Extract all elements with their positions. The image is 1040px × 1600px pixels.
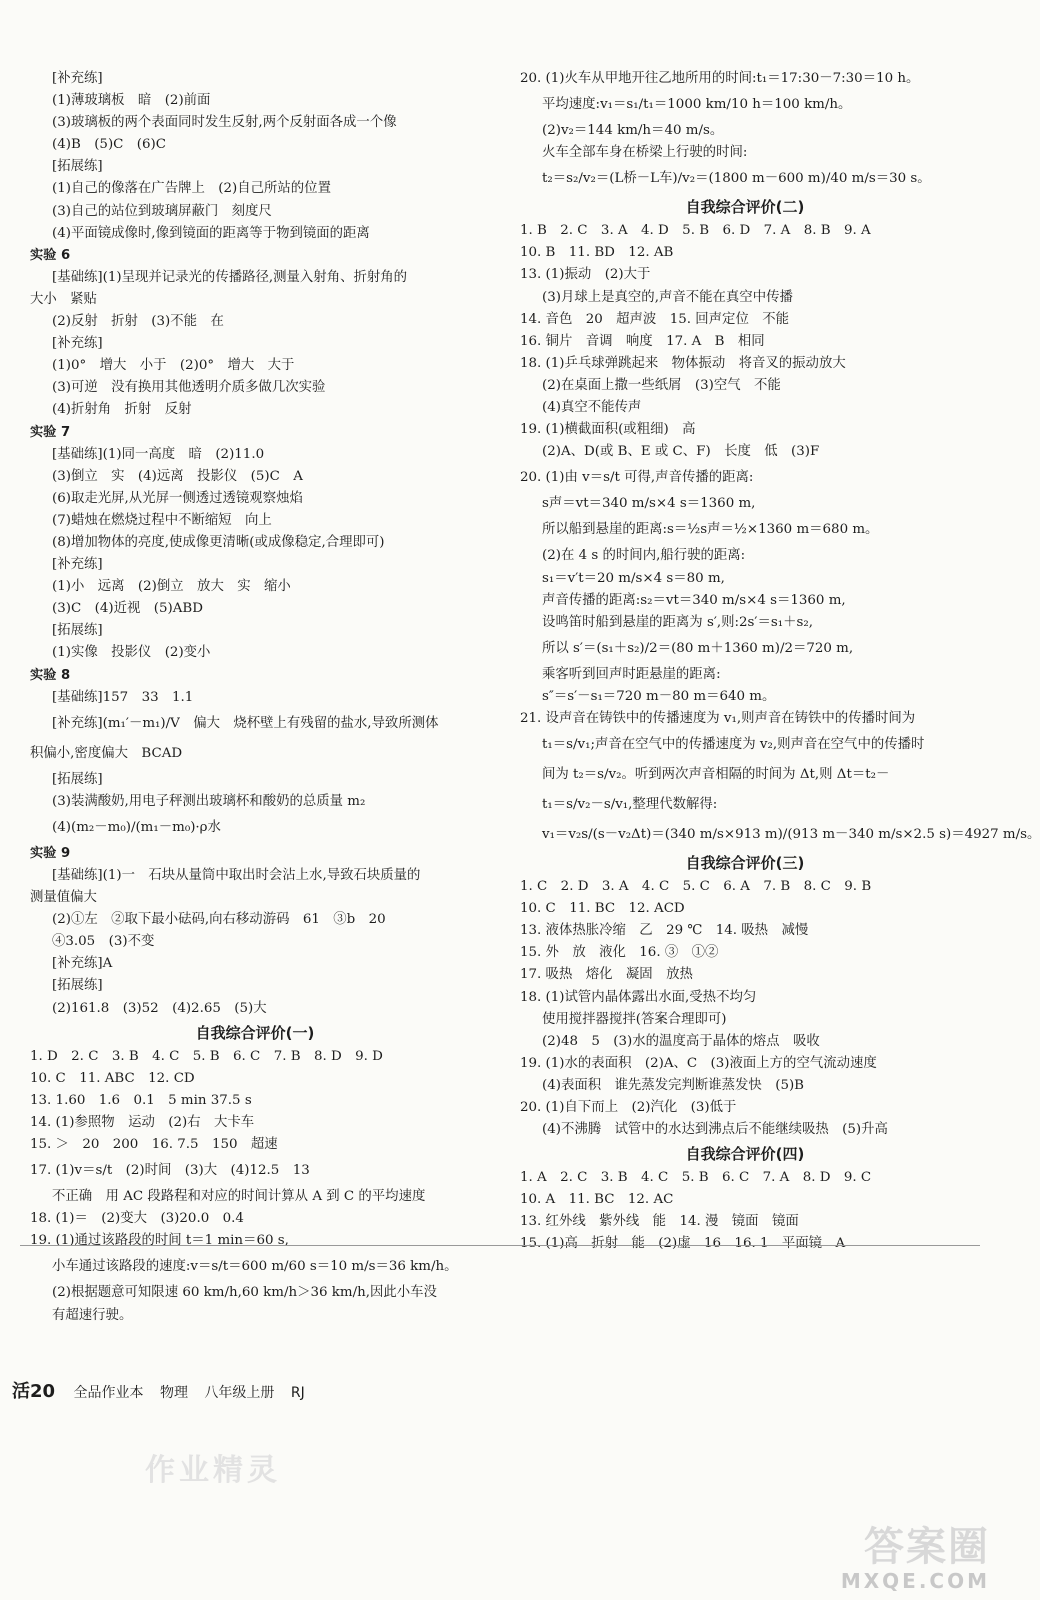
answer-line: [基础练](1)同一高度 暗 (2)11.0 xyxy=(52,446,265,462)
answer-line: 15. 外 放 液化 16. ③ ①② xyxy=(520,945,719,961)
answer-line: (3)C (4)近视 (5)ABD xyxy=(52,601,203,617)
section-divider xyxy=(20,1245,980,1246)
answer-line: (4)折射角 折射 反射 xyxy=(52,402,192,418)
answer-line: t₁＝s/v₁;声音在空气中的传播速度为 v₂,则声音在空气中的传播时 xyxy=(542,737,925,753)
grade-label: 八年级上册 xyxy=(204,1385,275,1401)
answer-line: (2)48 5 (3)水的温度高于晶体的熔点 吸收 xyxy=(542,1033,820,1049)
answer-line: 19. (1)横截面积(或粗细) 高 xyxy=(520,422,696,438)
page-number: 活20 xyxy=(12,1381,56,1402)
answer-line: [拓展练] xyxy=(52,159,103,175)
section-heading: 自我综合评价(一) xyxy=(195,1023,315,1042)
answer-line: (2)反射 折射 (3)不能 在 xyxy=(52,314,224,330)
answer-line: [补充练](m₁′－m₁)/V 偏大 烧杯壁上有残留的盐水,导致所测体 xyxy=(52,715,439,731)
answer-line: (2)在 4 s 的时间内,船行驶的距离: xyxy=(542,548,746,564)
answer-line: 20. (1)自下而上 (2)汽化 (3)低于 xyxy=(520,1100,737,1115)
answer-line: 19. (1)通过该路段的时间 t＝1 min＝60 s, xyxy=(30,1233,289,1249)
answer-line: 13. 1.60 1.6 0.1 5 min 37.5 s xyxy=(30,1092,252,1108)
answer-line: s″＝s′－s₁＝720 m－80 m＝640 m。 xyxy=(542,688,776,704)
section-heading: 自我综合评价(三) xyxy=(685,854,805,873)
answer-line: 15. ＞ 20 200 16. 7.5 150 超速 xyxy=(30,1137,278,1153)
answer-line: (1)0° 增大 小于 (2)0° 增大 大于 xyxy=(52,358,295,374)
answer-line: t₂＝s₂/v₂＝(L桥－L车)/v₂＝(1800 m－600 m)/40 m/s＝30 s。 xyxy=(542,171,931,187)
answer-line: 测量值偏大 xyxy=(30,890,97,906)
answer-line: 大小 紧贴 xyxy=(30,291,97,307)
answer-line: [拓展练] xyxy=(52,978,103,994)
answer-line: [基础练](1)一 石块从量筒中取出时会沾上水,导致石块质量的 xyxy=(52,868,421,883)
answer-line: 14. (1)参照物 运动 (2)右 大卡车 xyxy=(30,1114,255,1130)
answer-line: 13. 红外线 紫外线 能 14. 漫 镜面 镜面 xyxy=(520,1214,799,1230)
answer-line: 13. (1)振动 (2)大于 xyxy=(520,267,651,283)
answer-line: v₁＝v₂s/(s－v₂Δt)＝(340 m/s×913 m)/(913 m－340 m/s×2.5 s)＝4927 m/s。 xyxy=(542,827,1040,843)
answer-line: 有超速行驶。 xyxy=(52,1307,133,1323)
answer-line: (4)平面镜成像时,像到镜面的距离等于物到镜面的距离 xyxy=(52,225,370,241)
experiment-heading: 实验 8 xyxy=(30,667,71,683)
answer-line: (1)薄玻璃板 暗 (2)前面 xyxy=(52,93,211,109)
answer-line: 1. D 2. C 3. B 4. C 5. B 6. C 7. B 8. D 9. D xyxy=(30,1048,383,1064)
answer-line: 小车通过该路段的速度:v＝s/t＝600 m/60 s＝10 m/s＝36 km/h。 xyxy=(52,1259,458,1275)
answer-line: 1. A 2. C 3. B 4. C 5. B 6. C 7. A 8. D 9. C xyxy=(520,1170,872,1186)
answer-line: [拓展练] xyxy=(52,771,103,787)
answer-line: (2)①左 ②取下最小砝码,向右移动游码 61 ③b 20 xyxy=(52,912,386,928)
answer-line: 1. B 2. C 3. A 4. D 5. B 6. D 7. A 8. B 9. A xyxy=(520,223,871,239)
answer-line: (2)161.8 (3)52 (4)2.65 (5)大 xyxy=(52,1000,267,1016)
experiment-heading: 实验 7 xyxy=(30,424,71,440)
right-column xyxy=(520,68,1040,1256)
watermark-corner-sub: MXQE.COM xyxy=(840,1569,990,1593)
section-heading: 自我综合评价(四) xyxy=(685,1145,805,1164)
answer-line: 17. 吸热 熔化 凝固 放热 xyxy=(520,967,693,983)
answer-line: ④3.05 (3)不变 xyxy=(52,934,155,950)
answer-line: 所以船到悬崖的距离:s＝½s声＝½×1360 m＝680 m。 xyxy=(542,522,879,538)
answer-line: 10. A 11. BC 12. AC xyxy=(520,1192,674,1208)
answer-line: (1)实像 投影仪 (2)变小 xyxy=(52,645,211,661)
answer-line: 设鸣笛时船到悬崖的距离为 s′,则:2s′＝s₁＋s₂, xyxy=(542,614,813,630)
answer-line: 19. (1)水的表面积 (2)A、C (3)液面上方的空气流动速度 xyxy=(520,1055,877,1071)
answer-line: (2)v₂＝144 km/h＝40 m/s。 xyxy=(542,123,724,139)
answer-line: (7)蜡烛在燃烧过程中不断缩短 向上 xyxy=(52,512,272,528)
answer-line: (3)自己的站位到玻璃屏蔽门 刻度尺 xyxy=(52,203,272,219)
section-heading: 自我综合评价(二) xyxy=(685,198,805,217)
book-title: 全品作业本 xyxy=(73,1385,144,1401)
answer-line: 火车全部车身在桥梁上行驶的时间: xyxy=(542,145,748,161)
answer-line: 18. (1)＝ (2)变大 (3)20.0 0.4 xyxy=(30,1211,244,1227)
answer-line: [基础练]157 33 1.1 xyxy=(52,689,194,705)
answer-line: (3)月球上是真空的,声音不能在真空中传播 xyxy=(542,289,793,305)
answer-line: 20. (1)由 v＝s/t 可得,声音传播的距离: xyxy=(520,470,754,486)
answer-line: (2)在桌面上撒一些纸屑 (3)空气 不能 xyxy=(542,377,781,393)
subject-label: 物理 xyxy=(159,1385,188,1401)
answer-line: (3)装满酸奶,用电子秤测出玻璃杯和酸奶的总质量 m₂ xyxy=(52,793,366,809)
answer-line: t₁＝s/v₂－s/v₁,整理代数解得: xyxy=(542,797,718,813)
answer-line: 乘客听到回声时距悬崖的距离: xyxy=(542,666,721,682)
page-footer xyxy=(12,1377,317,1403)
answer-line: (4)不沸腾 试管中的水达到沸点后不能继续吸热 (5)升高 xyxy=(542,1122,888,1138)
answer-line: 1. C 2. D 3. A 4. C 5. C 6. A 7. B 8. C 9. B xyxy=(520,879,872,895)
answer-line: 声音传播的距离:s₂＝vt＝340 m/s×4 s＝1360 m, xyxy=(542,592,846,608)
answer-line: [补充练] xyxy=(52,557,103,573)
experiment-heading: 实验 6 xyxy=(30,247,71,263)
answer-line: 18. (1)试管内晶体露出水面,受热不均匀 xyxy=(520,989,757,1005)
answer-line: 10. B 11. BD 12. AB xyxy=(520,245,674,261)
answer-line: (3)倒立 实 (4)远离 投影仪 (5)C A xyxy=(52,468,303,484)
answer-line: 21. 设声音在铸铁中的传播速度为 v₁,则声音在铸铁中的传播时间为 xyxy=(520,710,916,726)
answer-line: (2)A、D(或 B、E 或 C、F) 长度 低 (3)F xyxy=(542,444,820,460)
answer-line: 平均速度:v₁＝s₁/t₁＝1000 km/10 h＝100 km/h。 xyxy=(542,97,852,113)
answer-line: s₁＝v′t＝20 m/s×4 s＝80 m, xyxy=(542,570,725,586)
answer-line: [补充练] xyxy=(52,71,103,86)
answer-line: [拓展练] xyxy=(52,623,103,639)
answer-line: 所以 s′＝(s₁＋s₂)/2＝(80 m＋1360 m)/2＝720 m, xyxy=(542,640,854,656)
answer-line: (3)玻璃板的两个表面同时发生反射,两个反射面各成一个像 xyxy=(52,115,397,131)
answer-line: 不正确 用 AC 段路程和对应的时间计算从 A 到 C 的平均速度 xyxy=(52,1189,426,1205)
watermark-corner xyxy=(790,1525,990,1595)
answer-line: 20. (1)火车从甲地开往乙地所用的时间:t₁＝17:30－7:30＝10 h。 xyxy=(520,71,920,86)
answer-line: (2)根据题意可知限速 60 km/h,60 km/h＞36 km/h,因此小车没 xyxy=(52,1285,437,1301)
answer-line: 间为 t₂＝s/v₂。听到两次声音相隔的时间为 Δt,则 Δt＝t₂－ xyxy=(542,767,890,783)
answer-line: 18. (1)乒乓球弹跳起来 物体振动 将音叉的振动放大 xyxy=(520,355,846,371)
answer-line: (3)可逆 没有换用其他透明介质多做几次实验 xyxy=(52,380,326,396)
answer-line: 17. (1)v＝s/t (2)时间 (3)大 (4)12.5 13 xyxy=(30,1163,310,1179)
edition-label: RJ xyxy=(290,1385,305,1401)
answer-line: 积偏小,密度偏大 BCAD xyxy=(30,745,183,761)
answer-line: 使用搅拌器搅拌(答案合理即可) xyxy=(542,1011,727,1027)
answer-line: [补充练]A xyxy=(52,956,113,972)
answer-line: (4)(m₂－m₀)/(m₁－m₀)·ρ水 xyxy=(52,819,221,835)
answer-line: (4)真空不能传声 xyxy=(542,400,642,416)
answer-line: 14. 音色 20 超声波 15. 回声定位 不能 xyxy=(520,311,790,327)
answer-line: [基础练](1)呈现并记录光的传播路径,测量入射角、折射角的 xyxy=(52,269,408,285)
answer-line: s声＝vt＝340 m/s×4 s＝1360 m, xyxy=(542,496,756,512)
answer-line: (1)小 远离 (2)倒立 放大 实 缩小 xyxy=(52,579,291,595)
answer-line: 13. 液体热胀冷缩 乙 29 ℃ 14. 吸热 减慢 xyxy=(520,923,809,939)
left-column xyxy=(30,68,480,1327)
answer-line: (8)增加物体的亮度,使成像更清晰(或成像稳定,合理即可) xyxy=(52,534,385,550)
watermark-corner-main: 答案圈 xyxy=(864,1524,990,1570)
experiment-heading: 实验 9 xyxy=(30,845,71,861)
answer-line: (1)自己的像落在广告牌上 (2)自己所站的位置 xyxy=(52,181,331,197)
answer-line: (4)B (5)C (6)C xyxy=(52,137,167,153)
answer-line: (6)取走光屏,从光屏一侧透过透镜观察烛焰 xyxy=(52,490,303,506)
answer-line: 10. C 11. BC 12. ACD xyxy=(520,901,685,917)
answer-line: (4)表面积 谁先蒸发完判断谁蒸发快 (5)B xyxy=(542,1077,805,1093)
watermark-center: 作业精灵 xyxy=(145,1453,281,1488)
answer-line: 15. (1)高 折射 能 (2)虚 16 16. 1 平面镜 A xyxy=(520,1236,846,1252)
answer-line: 10. C 11. ABC 12. CD xyxy=(30,1070,195,1086)
answer-line: [补充练] xyxy=(52,336,103,352)
answer-line: 16. 铜片 音调 响度 17. A B 相同 xyxy=(520,333,765,349)
